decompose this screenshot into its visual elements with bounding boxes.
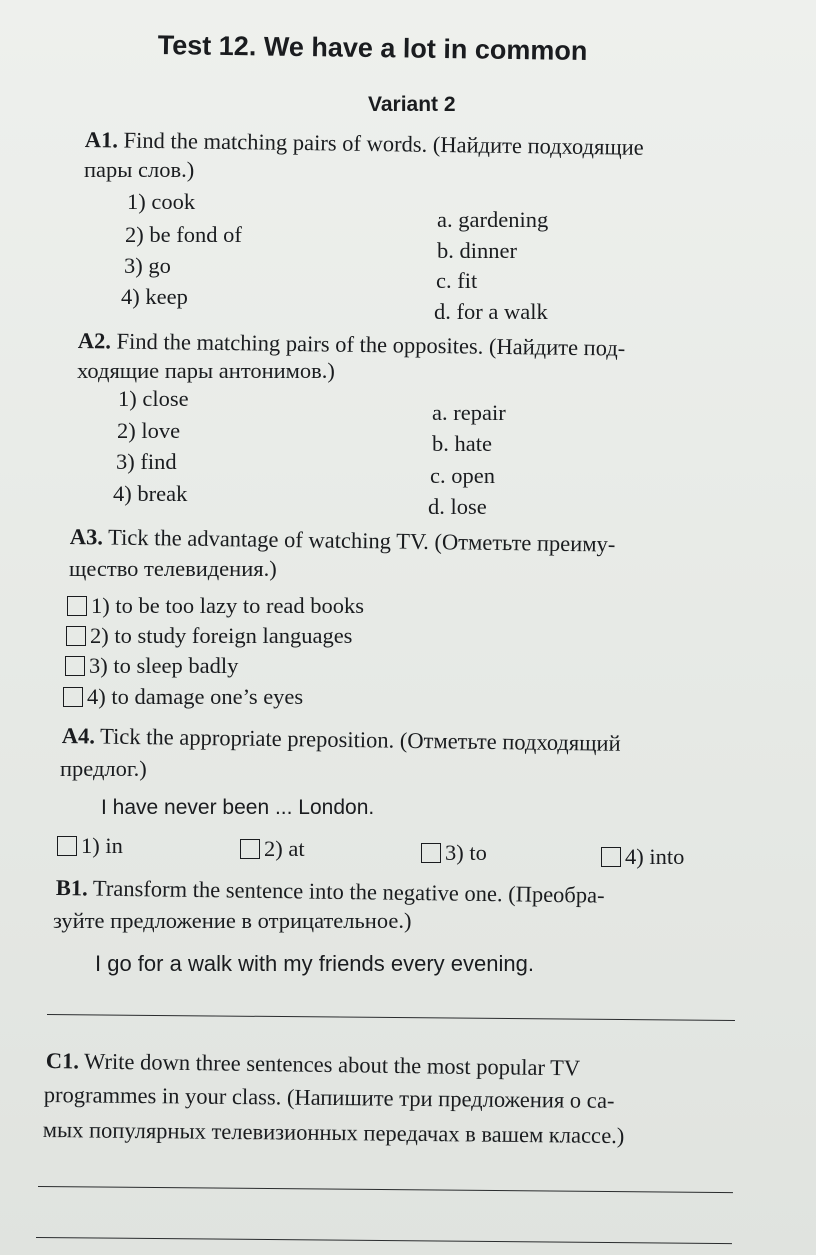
c1-instruction-line1: Write down three sentences about the most popular TV (78, 1048, 581, 1081)
a3-option-4-label: 4) to damage one’s eyes (87, 684, 304, 709)
a1-left-1: 1) cook (127, 189, 196, 214)
a3-label: A3. (69, 523, 104, 550)
checkbox[interactable] (601, 847, 621, 867)
a2-left-4: 4) break (113, 481, 188, 506)
a1-left-2: 2) be fond of (125, 222, 242, 247)
a2-left-2: 2) love (117, 418, 181, 443)
a4-instruction (62, 722, 621, 758)
a2-instruction-line1: Find the matching pairs of the opposites. (Найдите под- (110, 328, 626, 361)
b1-sentence: I go for a walk with my friends every evening. (95, 951, 534, 976)
b1-instruction (56, 874, 605, 910)
c1-instruction (46, 1047, 581, 1082)
page-title: Test 12. We have a lot in common (157, 30, 588, 66)
a4-instruction-line1: Tick the appropriate preposition. (Отметьте подходящий (94, 723, 621, 756)
checkbox[interactable] (63, 687, 83, 707)
a1-label: A1. (84, 126, 119, 153)
b1-answer-line[interactable] (47, 1014, 735, 1021)
a2-label: A2. (77, 327, 112, 354)
a3-option-1-label: 1) to be too lazy to read books (91, 593, 365, 618)
a4-option-2[interactable] (240, 836, 305, 862)
a2-instruction-line2: ходящие пары антонимов.) (77, 358, 335, 383)
c1-instruction-line2: programmes in your class. (Напишите три предложения о са- (43, 1082, 615, 1113)
a2-right-d: d. lose (428, 494, 487, 519)
a4-option-4[interactable] (601, 844, 684, 870)
a1-right-a: a. gardening (437, 207, 549, 232)
checkbox[interactable] (421, 843, 441, 863)
a1-left-3: 3) go (124, 253, 171, 278)
a3-instruction-line2: щество телевидения.) (69, 556, 277, 581)
a3-option-4[interactable] (63, 684, 303, 710)
c1-answer-line-2[interactable] (36, 1237, 732, 1244)
a1-right-b: b. dinner (437, 238, 517, 263)
a2-right-c: c. open (430, 463, 495, 488)
a1-right-d: d. for a walk (434, 299, 548, 324)
a4-option-3-label: 3) to (445, 840, 487, 865)
checkbox[interactable] (65, 656, 85, 676)
b1-instruction-line2: зуйте предложение в отрицательное.) (53, 908, 412, 933)
a4-sentence: I have never been ... London. (101, 796, 375, 819)
a2-left-1: 1) close (118, 386, 189, 411)
a1-instruction-line2: пары слов.) (84, 157, 195, 182)
a2-left-3: 3) find (116, 449, 177, 474)
checkbox[interactable] (67, 596, 87, 616)
c1-answer-line-1[interactable] (38, 1186, 733, 1193)
a3-option-2-label: 2) to study foreign languages (90, 623, 353, 648)
a4-label: A4. (61, 722, 96, 749)
a1-right-c: c. fit (436, 268, 478, 293)
a3-option-3[interactable] (65, 653, 238, 679)
a4-option-4-label: 4) into (625, 844, 685, 869)
c1-label: C1. (45, 1047, 80, 1074)
a3-option-2[interactable] (66, 623, 352, 649)
a2-right-b: b. hate (432, 431, 492, 456)
a4-instruction-line2: предлог.) (60, 756, 147, 781)
checkbox[interactable] (66, 626, 86, 646)
a4-option-1[interactable] (57, 833, 123, 859)
b1-label: B1. (55, 874, 88, 901)
a4-option-1-label: 1) in (81, 833, 123, 858)
a1-instruction-line1: Find the matching pairs of words. (Найдите подходящие (117, 127, 644, 160)
b1-instruction-line1: Transform the sentence into the negative one. (Преобра- (87, 875, 605, 908)
a3-option-1[interactable] (67, 593, 364, 619)
a3-instruction (70, 523, 616, 559)
a4-option-2-label: 2) at (264, 836, 305, 861)
c1-instruction-line3: мых популярных телевизионных передачах в вашем классе.) (42, 1117, 625, 1149)
a2-right-a: a. repair (432, 400, 506, 425)
a1-left-4: 4) keep (121, 284, 188, 309)
checkbox[interactable] (240, 839, 260, 859)
a4-option-3[interactable] (421, 840, 487, 866)
variant-label: Variant 2 (368, 93, 456, 116)
checkbox[interactable] (57, 836, 77, 856)
a3-instruction-line1: Tick the advantage of watching TV. (Отметьте преиму- (102, 524, 616, 557)
a3-option-3-label: 3) to sleep badly (89, 653, 239, 678)
